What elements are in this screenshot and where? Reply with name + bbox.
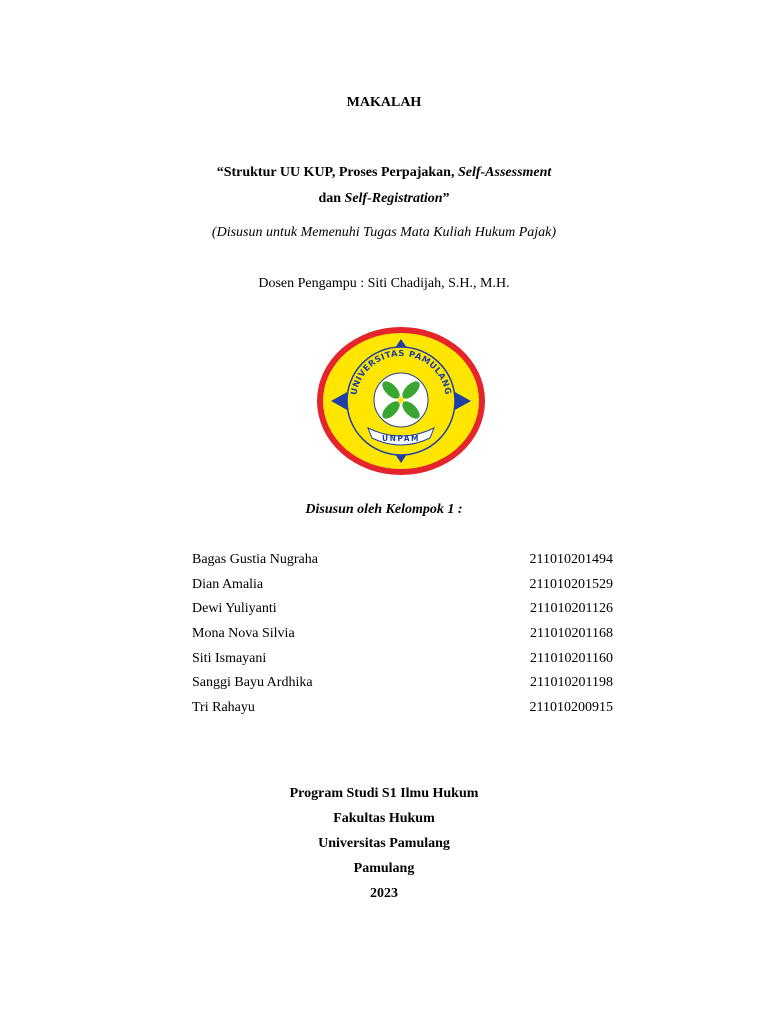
member-row: [192, 651, 613, 676]
paper-subtitle: (Disusun untuk Memenuhi Tugas Mata Kuliah Hukum Pajak): [211, 225, 557, 240]
paper-title-closing-quote: ”: [442, 191, 450, 206]
member-name: Bagas Gustia Nugraha: [192, 552, 318, 567]
member-row: [192, 552, 613, 577]
member-nim: 211010200915: [529, 700, 613, 716]
paper-title-italic-term: Self-Registration: [344, 191, 443, 206]
paper-title-text: dan: [318, 191, 345, 206]
study-program: Program Studi S1 Ilmu Hukum: [289, 786, 479, 801]
member-name: Dian Amalia: [192, 576, 264, 592]
member-nim: 211010201168: [530, 626, 613, 642]
member-name: Sanggi Bayu Ardhika: [192, 675, 313, 691]
member-name: Siti Ismayani: [192, 650, 267, 666]
document-type-heading: MAKALAH: [346, 95, 422, 110]
member-nim: 211010201160: [530, 650, 613, 666]
city-name: Pamulang: [353, 861, 415, 876]
year: 2023: [370, 886, 398, 901]
paper-title-line-1: [0, 165, 768, 181]
paper-title-line-2: [0, 191, 768, 207]
member-row: [192, 601, 613, 626]
paper-title-italic-term: Self-Assessment: [457, 165, 552, 180]
member-row: [192, 626, 613, 651]
logo-banner-text: UNPAM: [382, 434, 420, 443]
faculty-name: Fakultas Hukum: [333, 811, 435, 826]
member-row: [192, 675, 613, 700]
university-logo: [316, 326, 486, 476]
member-row: [192, 700, 613, 725]
member-name: Mona Nova Silvia: [192, 626, 295, 642]
logo-arc-text-path: UNIVERSITAS PAMULANG: [349, 348, 453, 396]
member-name: Dewi Yuliyanti: [192, 601, 277, 617]
member-nim: 211010201126: [530, 601, 613, 617]
member-nim: 211010201198: [530, 675, 613, 691]
member-nim: 211010201529: [529, 576, 613, 592]
member-list: [192, 552, 613, 725]
lecturer-line: Dosen Pengampu : Siti Chadijah, S.H., M.H.: [258, 276, 510, 291]
member-row: [192, 577, 613, 602]
compiled-by-heading: Disusun oleh Kelompok 1 :: [305, 502, 463, 517]
logo-center-dot: [398, 397, 404, 403]
university-name: Universitas Pamulang: [318, 836, 450, 851]
paper-title-text: “Struktur UU KUP, Proses Perpajakan,: [216, 165, 458, 180]
member-name: Tri Rahayu: [192, 700, 255, 716]
member-nim: 211010201494: [529, 552, 613, 567]
